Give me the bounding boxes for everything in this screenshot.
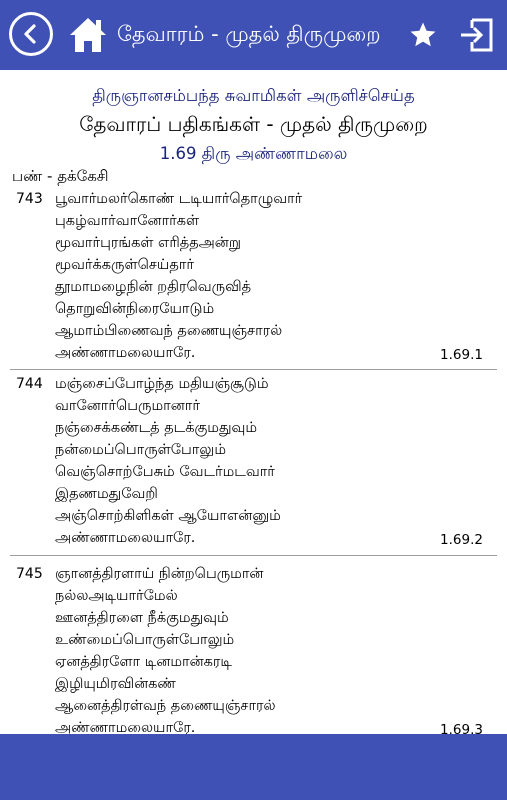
verse-line: நல்லஅடியார்மேல் xyxy=(55,588,178,604)
app-bar xyxy=(0,0,507,70)
verse-line: தொறுவின்நிரையோடும் xyxy=(55,301,215,317)
chevron-left-icon xyxy=(19,22,43,46)
verse-line: ஊனத்திரளை நீக்குமதுவும் xyxy=(55,610,229,626)
star-icon xyxy=(408,20,438,50)
verse-line: தூமாமழைநின் றதிரவெருவித் xyxy=(55,279,252,295)
verse-line: அண்ணாமலையாரே. xyxy=(55,720,196,734)
verse-line: உண்மைப்பொருள்போலும் xyxy=(55,632,235,648)
verse-line: ஞானத்திரளாய் நின்றபெருமான் xyxy=(55,566,264,582)
favorite-button[interactable] xyxy=(408,20,438,50)
verse-line: அஞ்சொற்கிளிகள் ஆயோஎன்னும் xyxy=(55,508,281,524)
verse-line: இதணமதுவேறி xyxy=(55,486,158,502)
verse-line: நஞ்சைக்கண்டத் தடக்குமதுவும் xyxy=(55,420,258,436)
verse-line: வானோர்பெருமானார் xyxy=(55,398,200,414)
verse-line: இழியுமிரவின்கண் xyxy=(55,676,176,692)
verse-number: 744 xyxy=(16,376,43,392)
book-title: தேவாரப் பதிகங்கள் - முதல் திருமுறை xyxy=(79,112,428,136)
verse-line: மஞ்சைப்போழ்ந்த மதியஞ்சூடும் xyxy=(55,376,269,392)
verse-line: மூவார்புரங்கள் எரித்தஅன்று xyxy=(55,235,241,251)
verse-reference: 1.69.1 xyxy=(440,347,483,363)
author-line: திருஞானசம்பந்த சுவாமிகள் அருளிச்செய்த xyxy=(92,86,415,105)
verse-number: 743 xyxy=(16,191,43,207)
verse-line: பூவார்மலர்கொண் டடியார்தொழுவார் xyxy=(55,191,303,207)
verse-line: மூவர்க்கருள்செய்தார் xyxy=(55,257,194,273)
hymn-title: 1.69 திரு அண்ணாமலை xyxy=(159,144,348,163)
verse-line: ஆமாம்பிணைவந் தணையுஞ்சாரல் xyxy=(55,323,283,339)
app-title: தேவாரம் - முதல் திருமுறை xyxy=(117,22,381,46)
verse-line: நன்மைப்பொருள்போலும் xyxy=(55,442,226,458)
verse-line: புகழ்வார்வானோர்கள் xyxy=(55,213,200,229)
verse-line: அண்ணாமலையாரே. xyxy=(55,345,196,361)
verse-number: 745 xyxy=(16,566,43,582)
verse-line: அண்ணாமலையாரே. xyxy=(55,530,196,546)
verse-line: ஏனத்திரளோ டினமான்கரடி xyxy=(55,654,232,670)
home-icon xyxy=(68,15,108,55)
home-button[interactable] xyxy=(68,15,108,55)
pann-label: பண் - தக்கேசி xyxy=(12,167,109,185)
verse-line: வெஞ்சொற்பேசும் வேடர்மடவார் xyxy=(55,464,275,480)
verse-reference: 1.69.2 xyxy=(440,532,483,548)
back-button[interactable] xyxy=(9,12,53,56)
scroll-content[interactable] xyxy=(0,70,507,734)
exit-icon xyxy=(458,16,496,54)
exit-button[interactable] xyxy=(458,16,496,54)
verse-divider xyxy=(10,555,497,556)
verse-divider xyxy=(10,369,497,370)
verse-line: ஆனைத்திரள்வந் தணையுஞ்சாரல் xyxy=(55,698,276,714)
verse-reference: 1.69.3 xyxy=(440,722,483,734)
bottom-bar xyxy=(0,734,507,800)
